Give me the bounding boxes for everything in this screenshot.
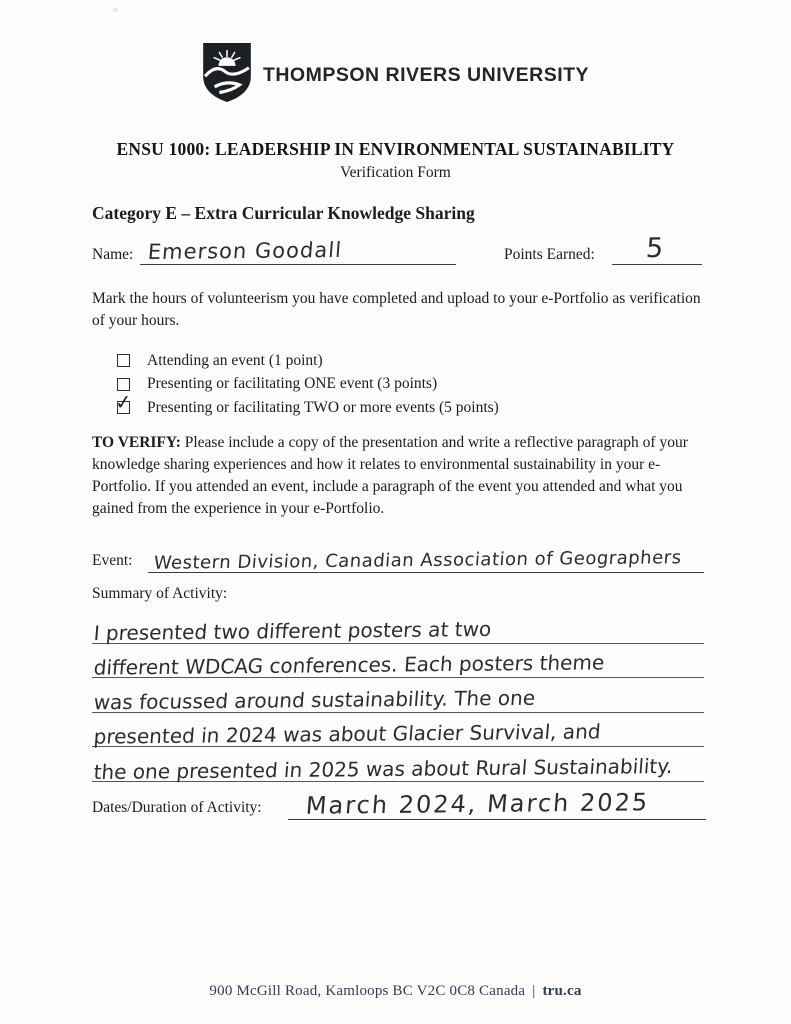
form-subtitle: Verification Form xyxy=(340,164,451,181)
footer-address: 900 McGill Road, Kamloops BC V2C 0C8 Canada xyxy=(209,983,526,999)
summary-line xyxy=(92,644,704,679)
dates-handwritten-value: March 2024, March 2025 xyxy=(304,788,651,820)
scan-artifact xyxy=(113,8,118,12)
checkbox-icon xyxy=(117,354,130,367)
summary-line-text: was focussed around sustainability. The one xyxy=(92,685,537,715)
summary-line-text: different WDCAG conferences. Each posters theme xyxy=(92,650,606,680)
name-handwritten-value: Emerson Goodall xyxy=(146,237,343,265)
points-earned-field xyxy=(612,226,702,265)
verify-lead: TO VERIFY: xyxy=(92,434,181,451)
event-label: Event: xyxy=(92,552,133,569)
event-handwritten-value: Western Division, Canadian Association of Geographers xyxy=(152,547,683,574)
points-earned-label: Points Earned: xyxy=(504,246,595,263)
verify-paragraph xyxy=(92,432,708,521)
points-checklist xyxy=(113,349,499,420)
summary-line xyxy=(92,713,704,748)
form-title: ENSU 1000: LEADERSHIP IN ENVIRONMENTAL SUSTAINABILITY xyxy=(116,139,675,159)
checkbox-row-two-events xyxy=(113,389,499,420)
summary-line xyxy=(92,747,704,782)
summary-line xyxy=(92,678,704,713)
checkbox-label: Presenting or facilitating TWO or more events (5 points) xyxy=(147,398,499,416)
checkbox-row-attending xyxy=(117,349,499,373)
footer-address-bar xyxy=(0,983,791,1000)
university-name: THOMPSON RIVERS UNIVERSITY xyxy=(262,63,590,86)
summary-line-text: the one presented in 2025 was about Rural Sustainability. xyxy=(92,753,674,784)
summary-of-activity-label: Summary of Activity: xyxy=(92,585,228,602)
instructions-paragraph: Mark the hours of volunteerism you have completed and upload to your e-Portfolio as verification of your hours. xyxy=(92,290,701,329)
verify-text: Please include a copy of the presentation and write a reflective paragraph of your knowledge sharing experiences and how it relates to environmental sustainability in your e-Portfolio. If you attended an event, include a paragraph of the event you attended and what you gained from the experience in your e-Portfolio. xyxy=(92,434,688,518)
name-label: Name: xyxy=(92,246,134,263)
category-heading: Category E – Extra Curricular Knowledge Sharing xyxy=(92,203,475,223)
dates-duration-field xyxy=(288,779,706,820)
event-field xyxy=(148,534,704,573)
tru-shield-logo-icon xyxy=(202,42,252,108)
footer-website: tru.ca xyxy=(542,983,582,999)
footer-separator: | xyxy=(532,983,536,999)
summary-line-text: I presented two different posters at two xyxy=(92,616,493,645)
checkbox-icon xyxy=(113,389,133,416)
checkbox-label: Attending an event (1 point) xyxy=(147,351,323,369)
dates-duration-label: Dates/Duration of Activity: xyxy=(92,799,262,816)
summary-line xyxy=(92,609,704,644)
university-header xyxy=(0,42,791,108)
name-field xyxy=(140,232,456,265)
summary-line-text: presented in 2024 was about Glacier Survival, and xyxy=(92,719,602,750)
checkbox-row-one-event xyxy=(117,373,499,397)
points-handwritten-value: 5 xyxy=(644,232,665,265)
checkmark-icon: ✓ xyxy=(113,389,133,416)
summary-handwritten-block xyxy=(92,609,704,782)
checkbox-label: Presenting or facilitating ONE event (3 points) xyxy=(147,375,438,393)
